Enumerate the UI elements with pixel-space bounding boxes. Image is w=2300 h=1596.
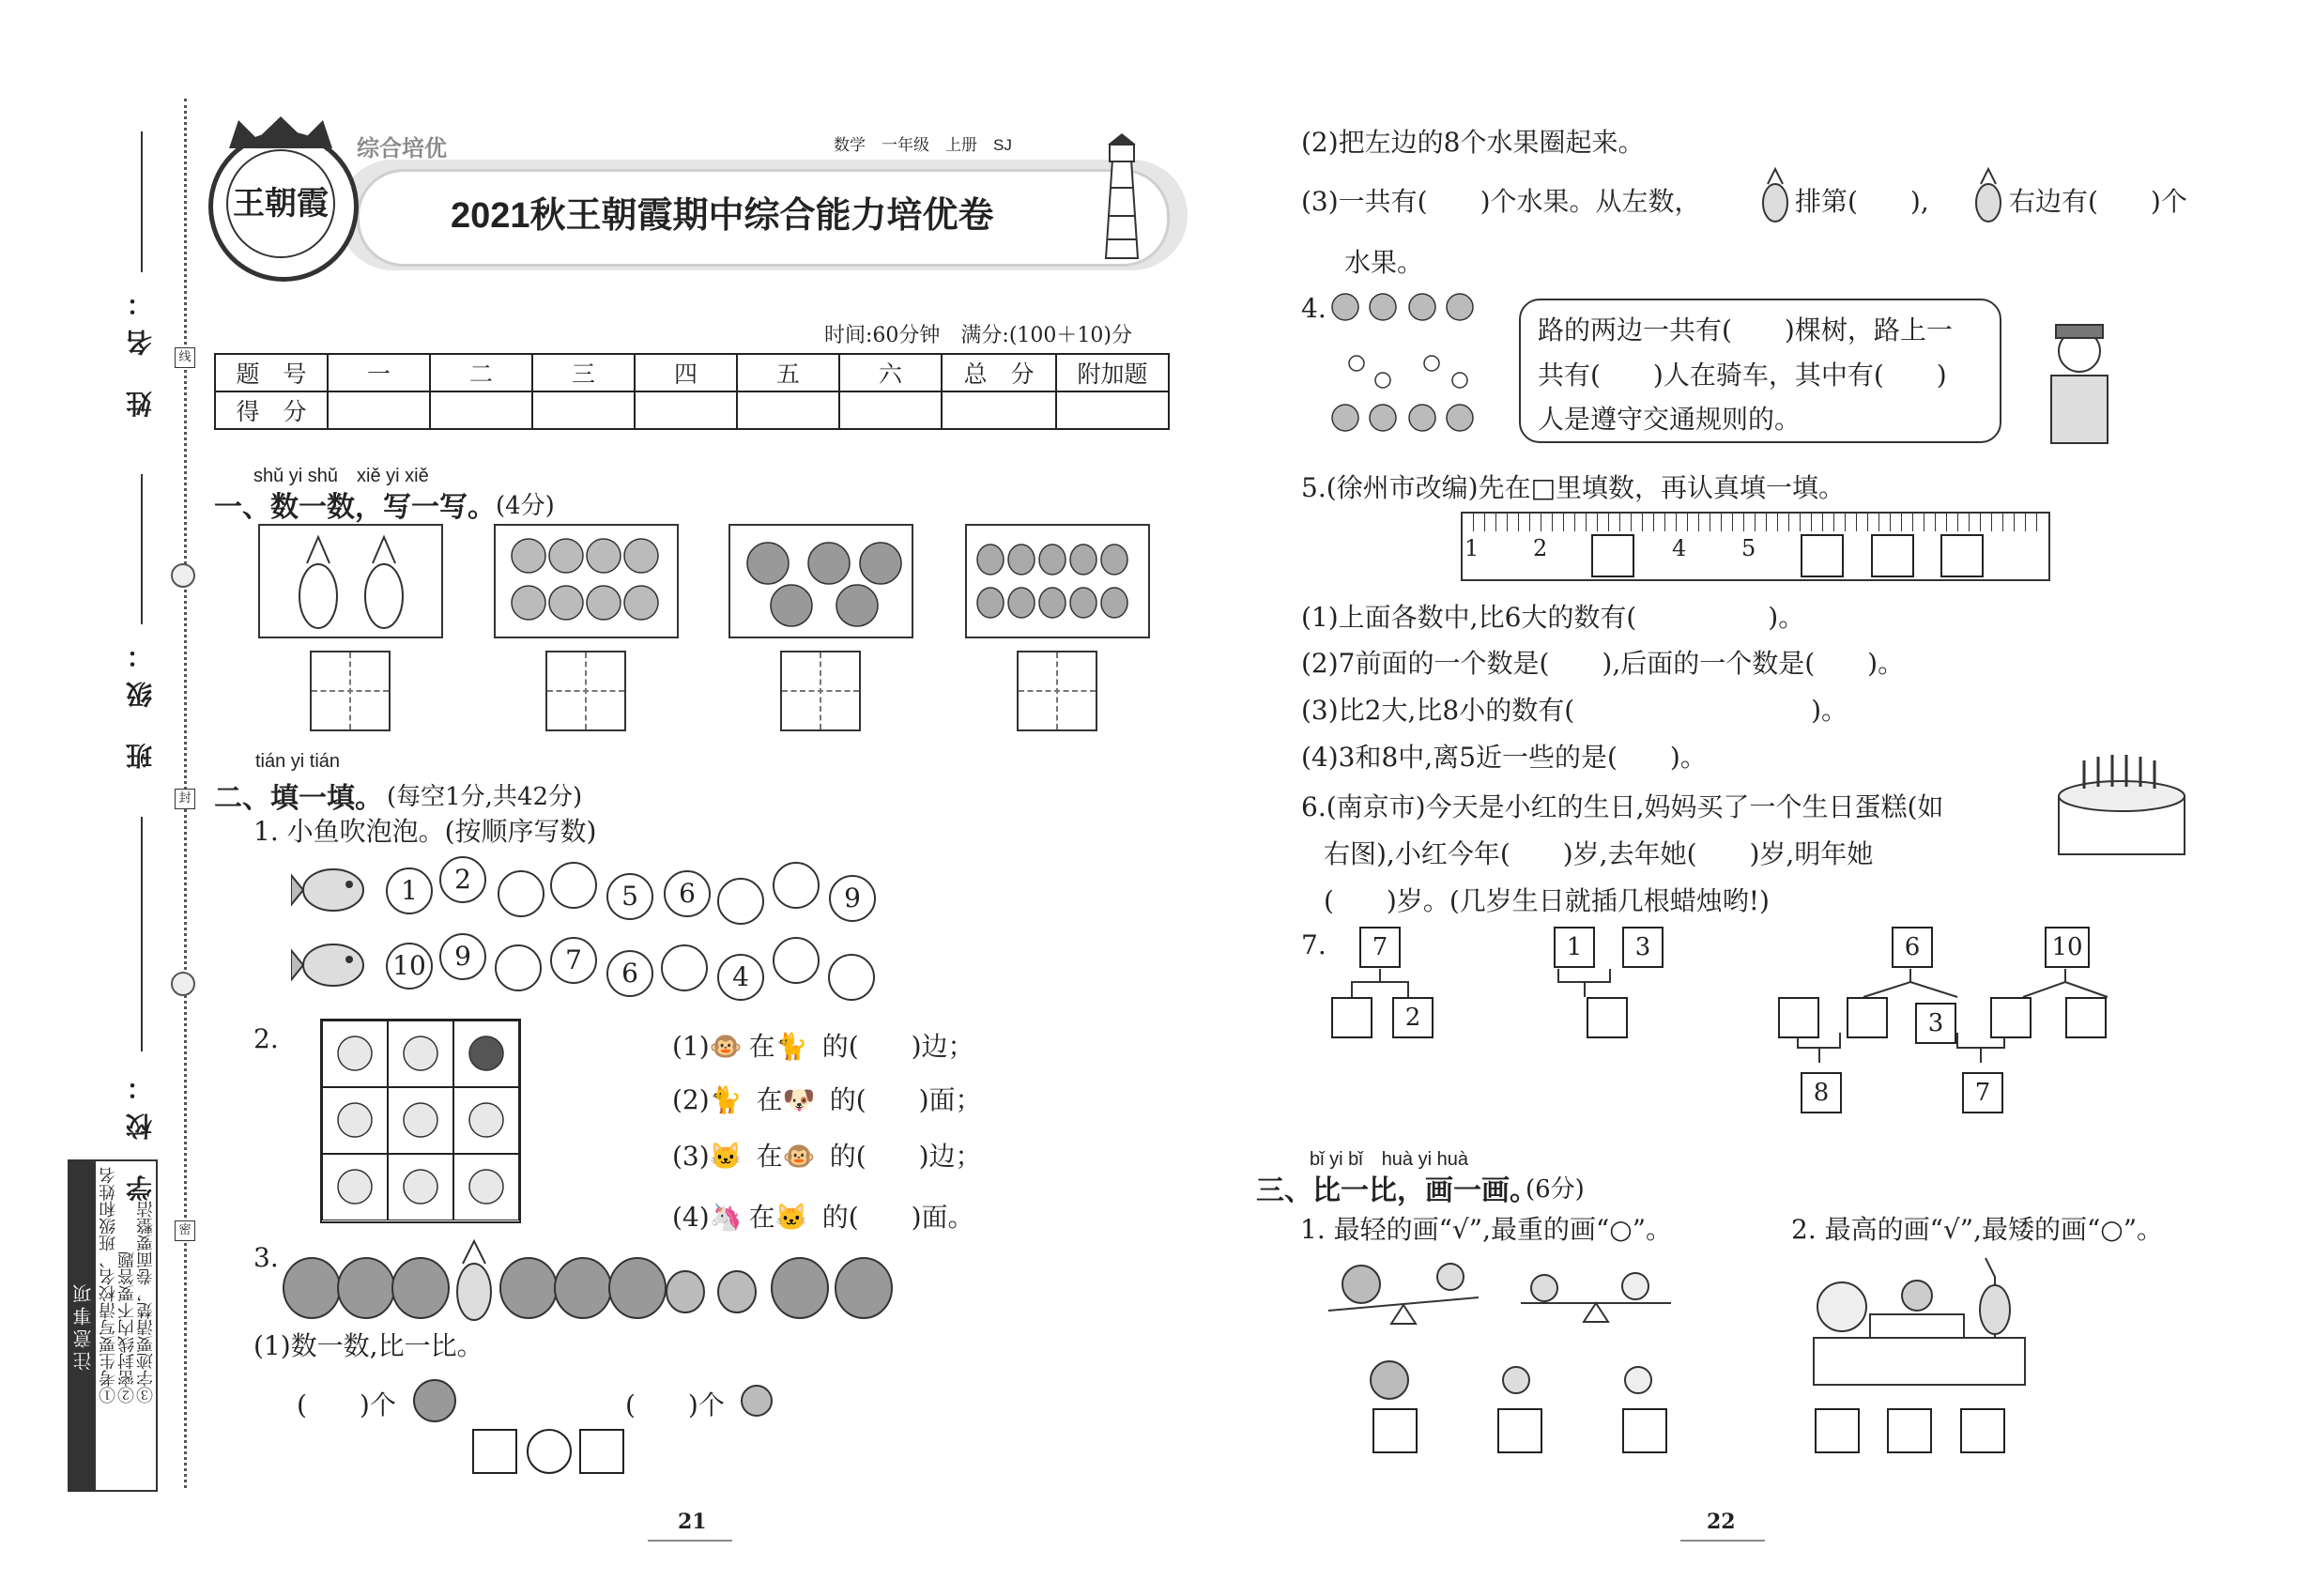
q2-item-word: 在 bbox=[748, 1202, 775, 1233]
section3-pinyin: bǐ yi bǐ huà yi huà bbox=[1310, 1149, 1468, 1170]
ruler-ticks bbox=[1462, 513, 2046, 531]
crown-icon bbox=[225, 115, 336, 152]
q6-line: 右图),小红今年( )岁,去年她( )岁,明年她 bbox=[1324, 838, 1874, 869]
score-input[interactable] bbox=[430, 391, 532, 429]
number-blank[interactable] bbox=[1331, 997, 1372, 1038]
score-cell: 六 bbox=[839, 354, 942, 391]
number-box: 1 bbox=[1554, 927, 1595, 968]
section2-points: (每空1分,共42分) bbox=[387, 783, 583, 811]
fish-icon bbox=[291, 937, 376, 993]
ruler-blank[interactable] bbox=[1940, 534, 1984, 577]
q4-speech-line: 共有( )人在骑车，其中有( ) bbox=[1538, 360, 1947, 391]
q3-3-text-c: 右边有( )个 bbox=[2009, 186, 2187, 217]
bubble: 9 bbox=[829, 875, 876, 922]
s3-q2-text: 2. 最高的画“√”,最矮的画“○”。 bbox=[1791, 1214, 2164, 1245]
bubble: 9 bbox=[439, 933, 486, 980]
number-box: 8 bbox=[1801, 1072, 1842, 1113]
section3-title: 三、比一比，画一画。 bbox=[1256, 1175, 1538, 1206]
q5-item: (4)3和8中,离5近一些的是( )。 bbox=[1301, 742, 1707, 773]
q2-item-text: 的( )面； bbox=[829, 1084, 982, 1115]
answer-box[interactable] bbox=[1960, 1408, 2005, 1453]
animal-icon: 🐱 bbox=[709, 1141, 743, 1172]
number-blank[interactable] bbox=[1847, 997, 1888, 1038]
q4-speech-line: 人是遵守交通规则的。 bbox=[1538, 404, 1802, 435]
q2-item-text: 的( )边； bbox=[821, 1031, 974, 1062]
bubble-blank[interactable] bbox=[773, 937, 820, 984]
section3-points: (6分) bbox=[1526, 1175, 1585, 1204]
traffic-officer-icon bbox=[2028, 317, 2131, 449]
podium-animals-icon bbox=[1812, 1249, 2037, 1389]
score-cell: 四 bbox=[635, 354, 737, 391]
page-number-right: 22 bbox=[1707, 1510, 1736, 1534]
bubble-blank[interactable] bbox=[495, 944, 542, 991]
number-blank[interactable] bbox=[1778, 997, 1819, 1038]
q2-item-word: 在 bbox=[748, 1031, 775, 1062]
score-cell: 总 分 bbox=[942, 354, 1056, 391]
q2-item-1 bbox=[672, 1026, 974, 1064]
pineapple-icon bbox=[260, 526, 441, 637]
number-blank[interactable] bbox=[1587, 997, 1628, 1038]
score-input[interactable] bbox=[737, 391, 839, 429]
school-line[interactable] bbox=[141, 817, 143, 1051]
q3-sub: (1)数一数,比一比。 bbox=[253, 1330, 483, 1361]
logo-text: 王朝霞 bbox=[226, 149, 335, 258]
bubble: 2 bbox=[439, 856, 486, 903]
q3-number: 3. bbox=[253, 1242, 279, 1273]
q2-item-word: 在 bbox=[756, 1141, 783, 1172]
score-input[interactable] bbox=[635, 391, 737, 429]
compare-box[interactable] bbox=[472, 1429, 517, 1474]
ruler-number: 4 bbox=[1672, 535, 1687, 561]
score-input[interactable] bbox=[839, 391, 942, 429]
score-input[interactable] bbox=[532, 391, 635, 429]
section1-points: (4分) bbox=[496, 492, 555, 520]
number-split-lines bbox=[1314, 929, 2159, 1117]
score-input[interactable] bbox=[328, 391, 430, 429]
q5-item: (2)7前面的一个数是( ),后面的一个数是( )。 bbox=[1301, 648, 1905, 679]
class-line[interactable] bbox=[141, 474, 143, 624]
notice-items bbox=[100, 1167, 156, 1404]
animal-icon: 🐈 bbox=[709, 1084, 743, 1115]
answer-box[interactable] bbox=[1815, 1408, 1860, 1453]
bubble-blank[interactable] bbox=[498, 870, 544, 917]
q2-number: 2. bbox=[253, 1023, 279, 1054]
compare-box[interactable] bbox=[579, 1429, 624, 1474]
notice-title: 注意事项 bbox=[69, 1161, 96, 1490]
number-box: 6 bbox=[1892, 927, 1933, 968]
section2-title: 二、填一填。 bbox=[214, 783, 383, 814]
time-info: 时间:60分钟 满分:(100＋10)分 bbox=[824, 324, 1132, 347]
answer-box[interactable] bbox=[1372, 1408, 1418, 1453]
notice-item: ②密封线内不要答题 bbox=[117, 1251, 137, 1404]
q2-item-num: (2) bbox=[672, 1084, 710, 1115]
animal-icon: 🐵 bbox=[709, 1031, 743, 1062]
bubble-blank[interactable] bbox=[661, 944, 708, 991]
score-cell: 一 bbox=[328, 354, 430, 391]
grape-picture bbox=[728, 524, 913, 638]
answer-box[interactable] bbox=[545, 651, 626, 731]
page-number-left: 21 bbox=[678, 1510, 707, 1534]
score-cell: 二 bbox=[430, 354, 532, 391]
score-cell: 题 号 bbox=[215, 354, 328, 391]
animal-icon: 🐈 bbox=[774, 1031, 808, 1062]
header-tab: 综合培优 bbox=[357, 136, 447, 161]
number-blank[interactable] bbox=[1990, 997, 2032, 1038]
subject-info: 数学 一年级 上册 SJ bbox=[834, 136, 1012, 154]
animal-icon: 🐱 bbox=[774, 1202, 808, 1233]
notice-item: ①考生要写清校名、班级和姓名 bbox=[99, 1167, 118, 1404]
ruler-number: 5 bbox=[1741, 535, 1756, 561]
number-box: 3 bbox=[1622, 927, 1664, 968]
number-box: 7 bbox=[1359, 927, 1401, 968]
logo bbox=[208, 131, 359, 282]
q3-2-text: (2)把左边的8个水果圈起来。 bbox=[1301, 127, 1645, 158]
answer-box[interactable] bbox=[1887, 1408, 1932, 1453]
q6-line: 6.(南京市)今天是小红的生日,妈妈买了一个生日蛋糕(如 bbox=[1301, 791, 1944, 822]
answer-box[interactable] bbox=[1497, 1408, 1542, 1453]
q5-item: (1)上面各数中,比6大的数有( )。 bbox=[1301, 602, 1805, 633]
binding-hole-icon bbox=[171, 563, 195, 588]
pineapple-picture bbox=[258, 524, 443, 638]
number-blank[interactable] bbox=[2065, 997, 2107, 1038]
q3-3-text-b: 排第( ), bbox=[1795, 186, 1929, 217]
q2-item-num: (1) bbox=[672, 1031, 710, 1062]
class-label: 班 级： bbox=[125, 629, 156, 770]
road-trees-icon bbox=[1328, 286, 1488, 446]
bubble-blank[interactable] bbox=[773, 862, 820, 909]
page-ornament bbox=[648, 1540, 732, 1542]
score-header-row bbox=[215, 354, 1169, 391]
animal-icon: 🦄 bbox=[709, 1202, 743, 1233]
notice-box bbox=[68, 1159, 158, 1492]
score-cell: 附加题 bbox=[1056, 354, 1169, 391]
score-table bbox=[214, 353, 1170, 430]
answer-box[interactable] bbox=[780, 651, 861, 731]
q4-speech-line: 路的两边一共有( )棵树，路上一 bbox=[1538, 315, 1953, 345]
strawberry-icon bbox=[738, 1380, 775, 1418]
score-value-row bbox=[215, 391, 1169, 429]
number-box: 3 bbox=[1915, 1003, 1956, 1044]
notice-item: ③字迹要清楚，卷面要整洁 bbox=[136, 1201, 156, 1404]
bubble: 1 bbox=[386, 867, 433, 914]
number-box: 2 bbox=[1392, 997, 1434, 1038]
school-label: 学 校： bbox=[125, 1061, 156, 1202]
animal-icon: 🐶 bbox=[782, 1084, 816, 1115]
bubble-blank[interactable] bbox=[717, 878, 764, 925]
q3-blank-strawberry[interactable]: ( )个 bbox=[625, 1389, 725, 1420]
bubble: 10 bbox=[386, 943, 433, 990]
grape-icon bbox=[730, 526, 912, 637]
s3-q1-text: 1. 最轻的画“√”,最重的画“○”。 bbox=[1300, 1214, 1673, 1245]
bubble-blank[interactable] bbox=[550, 862, 597, 909]
q3-3-text-d: 水果。 bbox=[1344, 247, 1424, 278]
fruit-row-icons bbox=[282, 1239, 901, 1324]
ruler-number: 1 bbox=[1464, 535, 1480, 561]
pineapple-icon bbox=[1971, 167, 2005, 223]
dragonfruit-icon bbox=[496, 526, 677, 637]
q4-number: 4. bbox=[1301, 293, 1326, 324]
q7-number: 7. bbox=[1301, 929, 1326, 960]
score-cell: 三 bbox=[532, 354, 635, 391]
q5-text: 5.(徐州市改编)先在□里填数，再认真填一填。 bbox=[1301, 472, 1846, 503]
q2-item-num: (4) bbox=[672, 1202, 710, 1233]
number-box: 7 bbox=[1962, 1072, 2003, 1113]
binding-mark: 线 bbox=[175, 347, 195, 368]
page-ornament bbox=[1680, 1540, 1765, 1542]
section1-title: 一、数一数，写一写。 bbox=[214, 492, 496, 523]
score-input[interactable] bbox=[942, 391, 1056, 429]
animal-icon: 🐵 bbox=[782, 1141, 816, 1172]
q2-item-word: 在 bbox=[756, 1084, 783, 1115]
q5-item: (3)比2大,比8小的数有( )。 bbox=[1301, 695, 1848, 726]
animal-icons bbox=[322, 1021, 519, 1221]
bubble: 6 bbox=[606, 950, 653, 997]
score-input[interactable] bbox=[1056, 391, 1169, 429]
compare-circle[interactable] bbox=[527, 1429, 572, 1474]
section2-pinyin: tián yi tián bbox=[255, 751, 341, 772]
fish-icon bbox=[291, 862, 376, 918]
number-box: 10 bbox=[2045, 927, 2090, 968]
ruler-number: 2 bbox=[1533, 535, 1548, 561]
ruler-blank[interactable] bbox=[1591, 534, 1634, 577]
bubble: 4 bbox=[717, 954, 764, 1001]
ruler-blank[interactable] bbox=[1801, 534, 1844, 577]
name-line[interactable] bbox=[141, 131, 143, 272]
q2-item-num: (3) bbox=[672, 1141, 710, 1172]
animal-grid bbox=[320, 1019, 521, 1223]
q6-line: ( )岁。(几岁生日就插几根蜡烛哟!) bbox=[1324, 885, 1770, 916]
strawberry-picture bbox=[965, 524, 1150, 638]
ruler-blank[interactable] bbox=[1871, 534, 1914, 577]
section1-pinyin: shǔ yi shǔ xiě yi xiě bbox=[253, 466, 429, 486]
answer-box[interactable] bbox=[1017, 651, 1097, 731]
q2-item-3 bbox=[672, 1136, 982, 1174]
bubble: 7 bbox=[550, 937, 597, 984]
score-cell: 得 分 bbox=[215, 391, 328, 429]
dragonfruit-picture bbox=[494, 524, 679, 638]
name-label: 姓 名： bbox=[125, 277, 156, 418]
q2-item-2 bbox=[672, 1080, 982, 1117]
score-cell: 五 bbox=[737, 354, 839, 391]
strawberry-icon bbox=[967, 526, 1148, 637]
bubble: 5 bbox=[606, 873, 653, 920]
q3-3-text-a: (3)一共有( )个水果。从左数， bbox=[1301, 186, 1701, 217]
q2-item-text: 的( )面。 bbox=[821, 1202, 974, 1233]
watermelon-icon bbox=[411, 1376, 458, 1423]
answer-box[interactable] bbox=[310, 651, 391, 731]
birthday-cake-icon bbox=[2051, 742, 2192, 864]
q2-item-4 bbox=[672, 1197, 974, 1235]
binding-mark: 封 bbox=[175, 789, 195, 809]
q2-item-text: 的( )边； bbox=[829, 1141, 982, 1172]
binding-hole-icon bbox=[171, 972, 195, 996]
exam-title: 2021秋王朝霞期中综合能力培优卷 bbox=[451, 196, 994, 236]
answer-box[interactable] bbox=[1622, 1408, 1667, 1453]
lighthouse-icon bbox=[1089, 131, 1155, 263]
q1-instruction: 1. 小鱼吹泡泡。(按顺序写数) bbox=[253, 816, 597, 847]
bubble-blank[interactable] bbox=[828, 954, 875, 1001]
bubble: 6 bbox=[664, 870, 711, 917]
pineapple-icon bbox=[1758, 167, 1792, 223]
binding-mark: 密 bbox=[175, 1220, 195, 1241]
q3-blank-watermelon[interactable]: ( )个 bbox=[297, 1389, 396, 1420]
